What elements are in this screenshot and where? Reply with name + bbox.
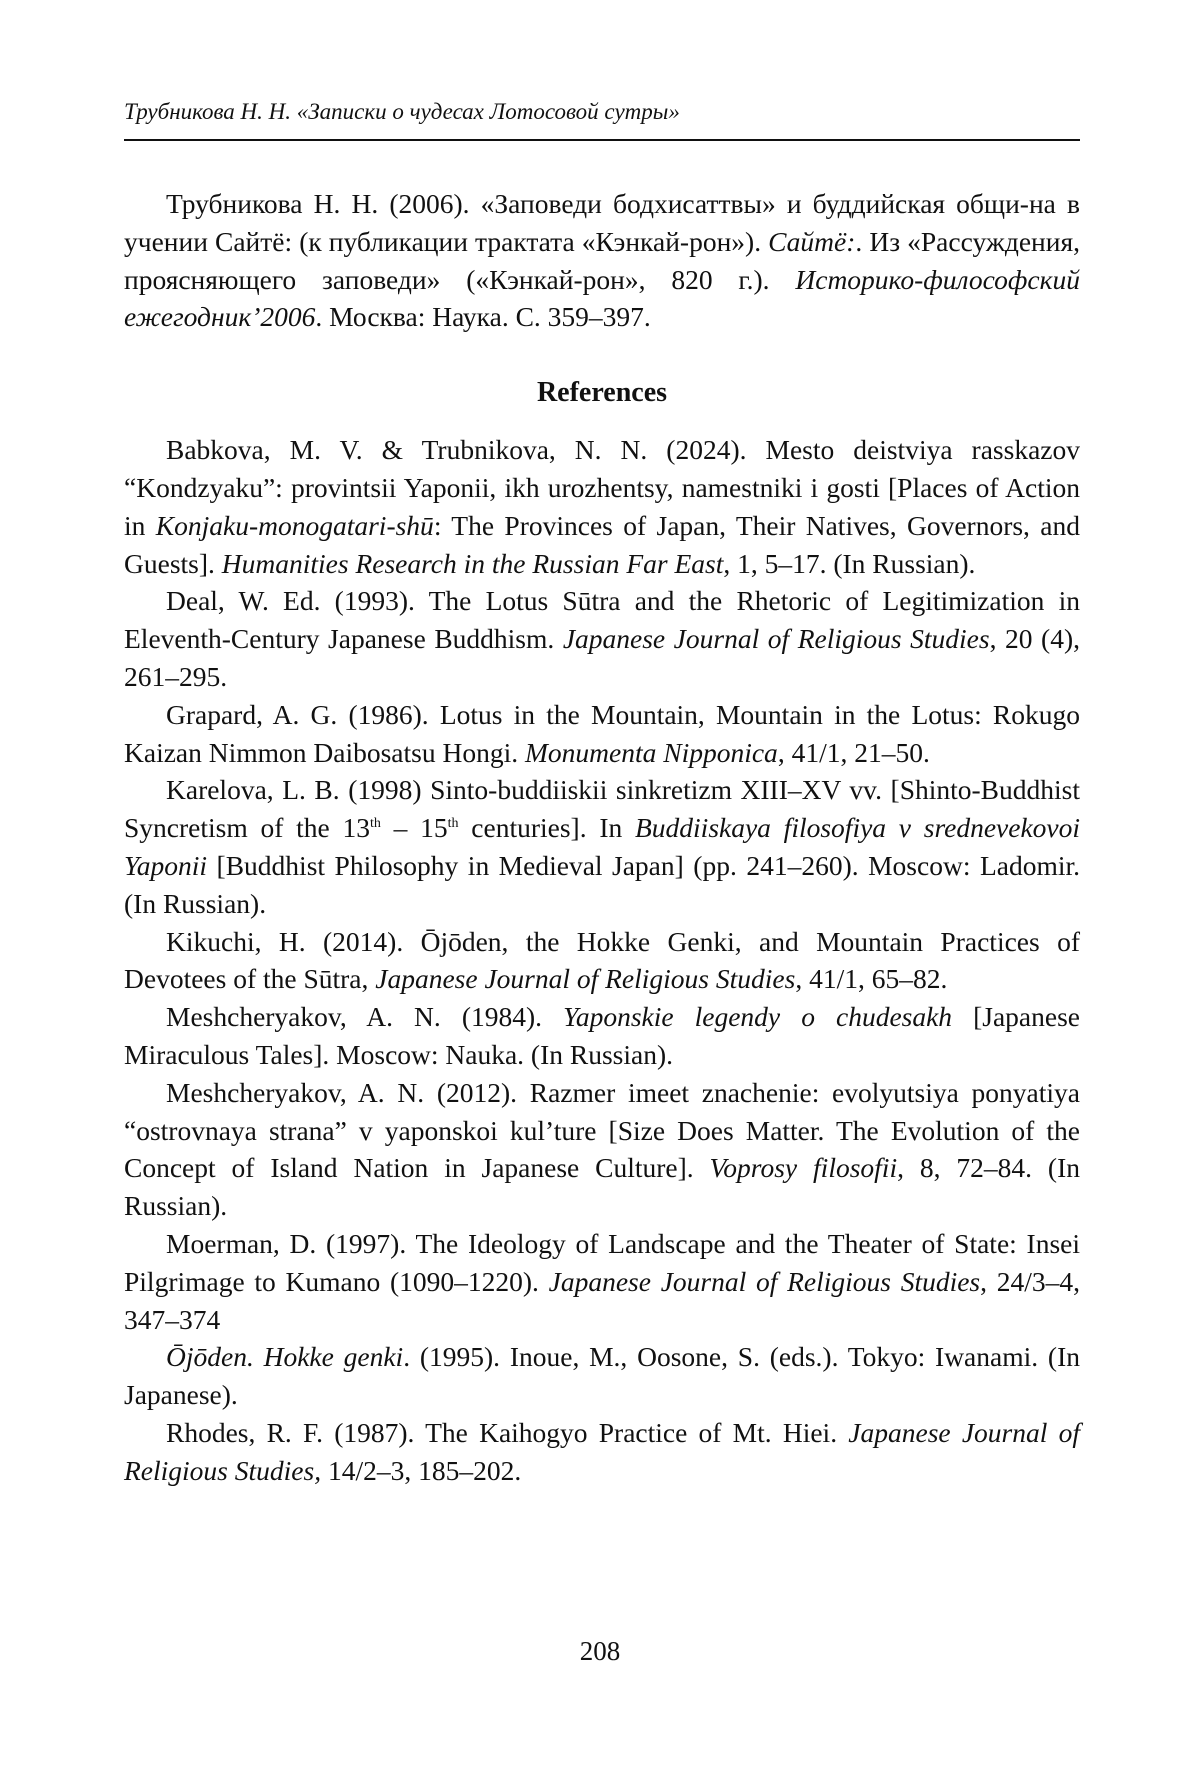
reference-entry-moerman: Moerman, D. (1997). The Ideology of Landscape and the Theater of State: Insei Pilgrimage to Kumano (1090–1220). Japanese Journal of Religious Studies, 24/3–4, 347–374 [124,1227,1081,1335]
section-title-references: References [536,377,668,409]
page-number: 208 [579,1636,621,1666]
reference-entry-meshcheryakov-1984: Meshcheryakov, A. N. (1984). Yaponskie legendy o chudesakh [Japanese Miraculous Tales]. Moscow: Nauka. (In Russian). [124,1001,1080,1070]
reference-entry-deal: Deal, W. Ed. (1993). The Lotus Sūtra and the Rhetoric of Legitimization in Eleventh-Century Japanese Buddhism. Japanese Journal of Religious Studies, 20 (4), 261–295. [124,585,1080,692]
reference-entry-trubnikova: Трубникова Н. Н. (2006). «Заповеди бодхисаттвы» и буддийская общи-на в учении Сайтё: (к публикации трактата «Кэнкай-рон»). Сайтё:. Из «Рассуждения, проясняющего заповеди» («Кэнкай-рон», 820 г.). Историко-философский ежегодник’2006. Москва: Наука. С. 359–397. [124,188,1080,333]
reference-entry-rhodes: Rhodes, R. F. (1987). The Kaihogyo Practice of Mt. Hiei. Japanese Journal of Religious Studies, 14/2–3, 185–202. [124,1416,1080,1486]
reference-entry-grapard: Grapard, A. G. (1986). Lotus in the Mountain, Mountain in the Lotus: Rokugo Kaizan Nimmon Daibosatsu Hongi. Monumenta Nipponica, 41/1, 21–50. [124,698,1080,768]
header-rule [124,139,1080,141]
reference-entry-meshcheryakov-2012: Meshcheryakov, A. N. (2012). Razmer imeet znachenie: evolyutsiya ponyatiya “ostrovnaya strana” v yaponskoi kul’ture [Size Does Matter. The Evolution of the Concept of Island Nation in Japanese Culture]. Voprosy filosofii, 8, 72–84. (In Russian). [124,1076,1080,1222]
reference-entry-ojoden: Ōjōden. Hokke genki. (1995). Inoue, M., Oosone, S. (eds.). Tokyo: Iwanami. (In Japanese). [124,1341,1080,1411]
reference-entry-kikuchi: Kikuchi, H. (2014). Ōjōden, the Hokke Genki, and Mountain Practices of Devotees of the Sūtra, Japanese Journal of Religious Studies, 41/1, 65–82. [124,925,1080,995]
running-header: Трубникова Н. Н. «Записки о чудесах Лотосовой сутры» [124,99,680,124]
page-body [124,185,1080,1490]
reference-entry-karelova: Karelova, L. B. (1998) Sinto-buddiiskii sinkretizm XIII–XV vv. [Shinto-Buddhist Syncretism of the 13th – 15th centuries]. In Buddiiskaya filosofiya v srednevekovoi Yaponii [Buddhist Philosophy in Medieval Japan] (pp. 241–260). Moscow: Ladomir. (In Russian). [124,774,1080,919]
reference-entry-babkova: Babkova, M. V. & Trubnikova, N. N. (2024). Mesto deistviya rasskazov “Kondzyaku”: provintsii Yaponii, ikh urozhentsy, namestniki i gosti [Places of Action in Konjaku-monogatari-shū: The Provinces of Japan, Their Natives, Governors, and Guests]. Humanities Research in the Russian Far East, 1, 5–17. (In Russian). [124,434,1080,579]
